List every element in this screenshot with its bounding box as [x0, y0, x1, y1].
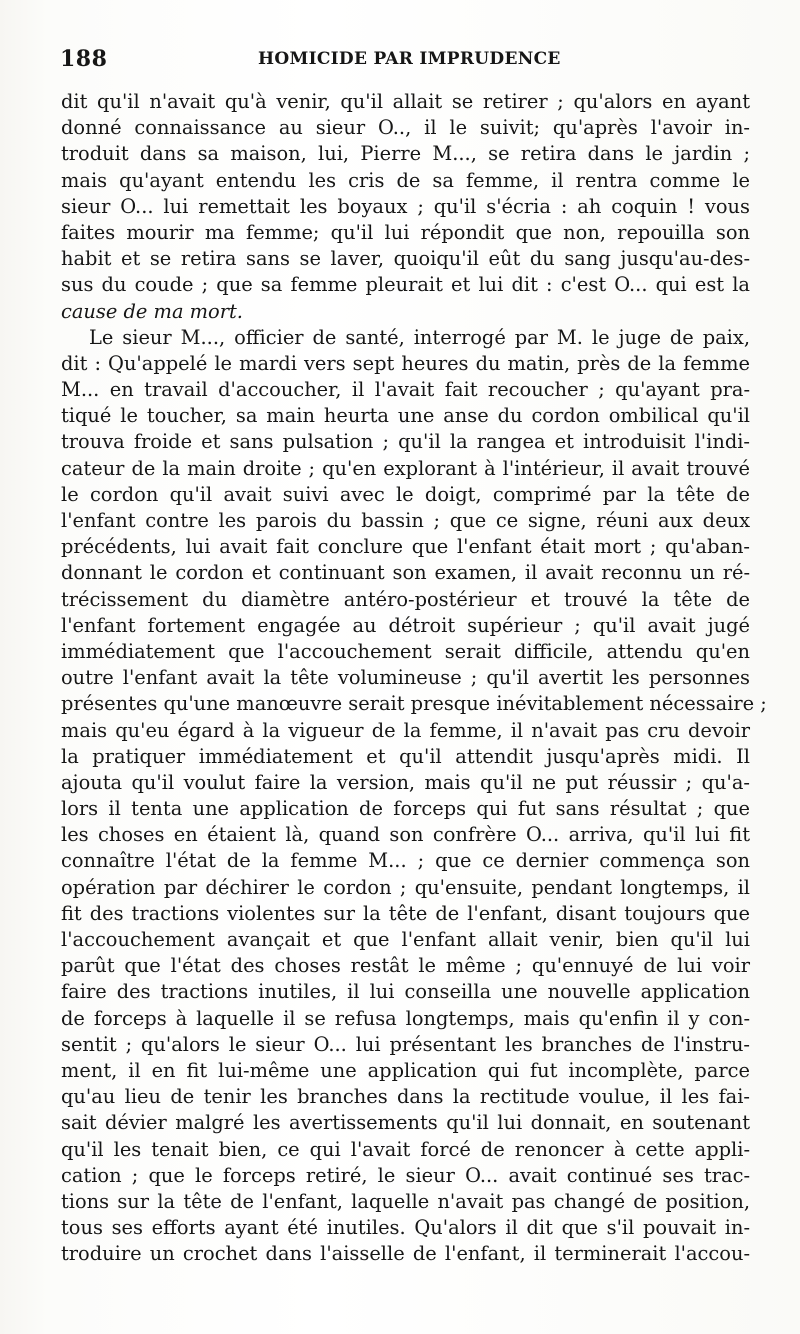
text-line: trouva froide et sans pulsation ; qu'il la rangea et introduisit l'indi- — [61, 430, 750, 454]
text-line: faire des tractions inutiles, il lui conseilla une nouvelle application — [61, 980, 750, 1004]
text-line: cause de ma mort. — [61, 299, 243, 323]
text-line: opération par déchirer le cordon ; qu'ensuite, pendant longtemps, il — [61, 875, 750, 899]
running-title: HOMICIDE PAR IMPRUDENCE — [258, 49, 561, 69]
text-line: dit : Qu'appelé le mardi vers sept heures du matin, près de la femme — [61, 351, 750, 375]
text-line: mais qu'ayant entendu les cris de sa femme, il rentra comme le — [61, 168, 750, 192]
text-line: parût que l'état des choses restât le même ; qu'ennuyé de lui voir — [61, 954, 750, 978]
text-line: tous ses efforts ayant été inutiles. Qu'alors il dit que s'il pouvait in- — [61, 1216, 750, 1240]
text-line: donnant le cordon et continuant son examen, il avait reconnu un ré- — [61, 561, 750, 585]
text-line: l'accouchement avançait et que l'enfant allait venir, bien qu'il lui — [61, 928, 750, 951]
text-line: troduire un crochet dans l'aisselle de l'enfant, il terminerait l'accou- — [61, 1242, 750, 1266]
text-line: le cordon qu'il avait suivi avec le doigt, comprimé par la tête de — [61, 482, 750, 506]
text-line: qu'il les tenait bien, ce qui l'avait forcé de renoncer à cette appli- — [61, 1137, 750, 1161]
text-line: mais qu'eu égard à la vigueur de la femme, il n'avait pas cru devoir — [61, 718, 750, 742]
text-line: outre l'enfant avait la tête volumineuse ; qu'il avertit les personnes — [61, 666, 750, 690]
text-line: immédiatement que l'accouchement serait difficile, attendu qu'en — [61, 639, 750, 663]
text-line: faites mourir ma femme; qu'il lui répondit que non, repouilla son — [61, 220, 750, 244]
text-line: sait dévier malgré les avertissements qu'il lui donnait, en soutenant — [61, 1111, 750, 1135]
text-line: sieur O... lui remettait les boyaux ; qu'il s'écria : ah coquin ! vous — [61, 194, 750, 218]
text-line: l'enfant fortement engagée au détroit supérieur ; qu'il avait jugé — [61, 613, 750, 637]
text-line: lors il tenta une application de forceps qui fut sans résultat ; que — [61, 797, 750, 821]
page-number: 188 — [60, 46, 108, 72]
text-line: connaître l'état de la femme M... ; que ce dernier commença son — [61, 849, 750, 873]
text-line: sentit ; qu'alors le sieur O... lui présentant les branches de l'instru- — [61, 1032, 750, 1056]
text-line: ajouta qu'il voulut faire la version, mais qu'il ne put réussir ; qu'a- — [61, 770, 750, 794]
text-line: trécissement du diamètre antéro-postérieur et trouvé la tête de — [61, 587, 750, 611]
text-line: la pratiquer immédiatement et qu'il attendit jusqu'après midi. Il — [61, 744, 750, 768]
text-line: cateur de la main droite ; qu'en explorant à l'intérieur, il avait trouvé — [61, 456, 750, 480]
text-line: les choses en étaient là, quand son confrère O... arriva, qu'il lui fit — [61, 823, 750, 847]
text-line: présentes qu'une manœuvre serait presque inévitablement nécessaire ; — [61, 692, 767, 716]
text-line: fit des tractions violentes sur la tête de l'enfant, disant toujours que — [61, 901, 750, 925]
text-line: Le sieur M..., officier de santé, interrogé par M. le juge de paix, — [89, 325, 750, 349]
running-head — [60, 46, 750, 76]
text-line: précédents, lui avait fait conclure que l'enfant était mort ; qu'aban- — [61, 535, 750, 559]
text-line: sus du coude ; que sa femme pleurait et lui dit : c'est O... qui est la — [61, 273, 750, 297]
text-line: dit qu'il n'avait qu'à venir, qu'il allait se retirer ; qu'alors en ayant — [61, 90, 750, 113]
text-line: habit et se retira sans se laver, quoiqu'il eût du sang jusqu'au-des- — [61, 247, 750, 271]
text-line: l'enfant contre les parois du bassin ; que ce signe, réuni aux deux — [61, 509, 750, 532]
text-line: tiqué le toucher, sa main heurta une anse du cordon ombilical qu'il — [61, 404, 750, 428]
text-line: M... en travail d'accoucher, il l'avait fait recoucher ; qu'ayant pra- — [61, 378, 750, 402]
text-line: ment, il en fit lui-même une application qui fut incomplète, parce — [61, 1058, 750, 1082]
text-line: troduit dans sa maison, lui, Pierre M..., se retira dans le jardin ; — [61, 142, 750, 166]
text-line: donné connaissance au sieur O.., il le suivit; qu'après l'avoir in- — [61, 116, 750, 140]
text-line: cation ; que le forceps retiré, le sieur O... avait continué ses trac- — [61, 1163, 750, 1187]
text-line: de forceps à laquelle il se refusa longtemps, mais qu'enfin il y con- — [61, 1006, 750, 1030]
body-text — [61, 89, 767, 1267]
text-line: tions sur la tête de l'enfant, laquelle n'avait pas changé de position, — [61, 1189, 750, 1213]
text-line: qu'au lieu de tenir les branches dans la rectitude voulue, il les fai- — [61, 1085, 750, 1109]
